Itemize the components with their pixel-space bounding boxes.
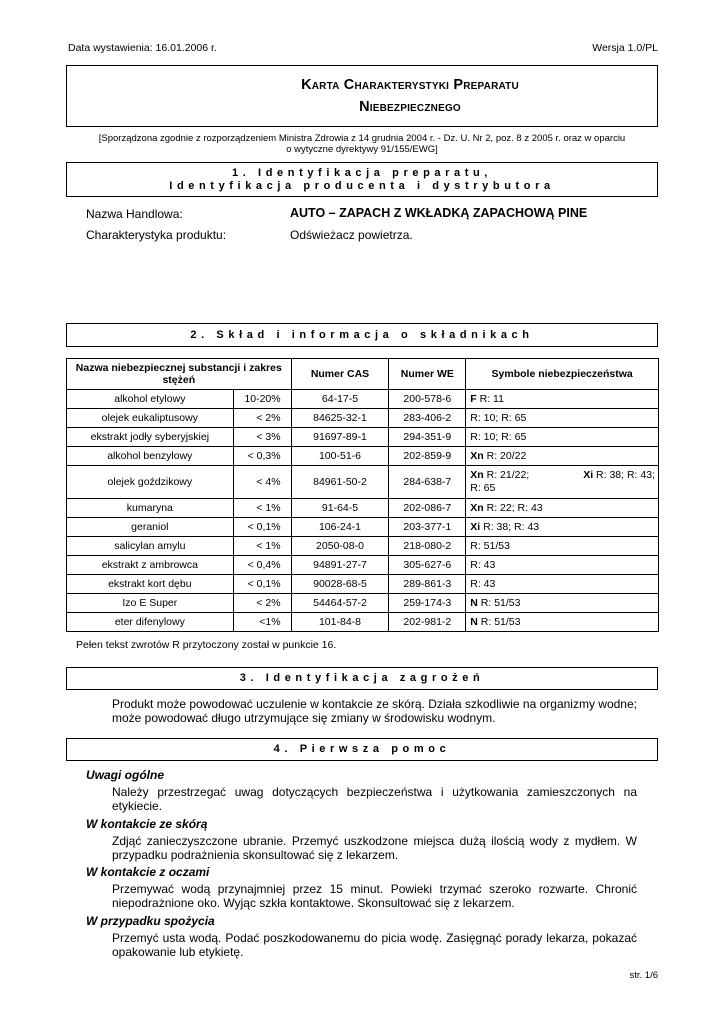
r-phrases: R: 21/22; (483, 469, 530, 481)
we-number: 294-351-9 (389, 428, 466, 447)
table-row (67, 466, 659, 499)
section3-title: 3. Identyfikacja zagrożeń (239, 672, 485, 684)
substance-column-header: Nazwa niebezpiecznej substancji i zakres stężeń (67, 359, 292, 390)
cas-number: 54464-57-2 (291, 594, 389, 613)
cas-number: 100-51-6 (291, 447, 389, 466)
r-phrases: R: 51/53 (470, 539, 510, 552)
hazard-symbols (466, 428, 659, 447)
regulatory-note (66, 133, 658, 155)
we-column-header: Numer WE (389, 359, 466, 390)
hazard-symbols-xi (583, 469, 655, 482)
r-phrases: R: 11 (476, 392, 504, 405)
hazard-symbols (466, 409, 659, 428)
hazard-symbols (466, 556, 659, 575)
we-number: 203-377-1 (389, 518, 466, 537)
cas-number: 101-84-8 (291, 613, 389, 632)
table-row (67, 409, 659, 428)
regulatory-note-line1: [Sporządzona zgodnie z rozporządzeniem Ministra Zdrowia z 14 grudnia 2004 r. - Dz. U. Nr 2, poz. 8 z 2005 r. oraz w oparciu (98, 133, 626, 144)
table-row (67, 613, 659, 632)
hazard-symbols (466, 594, 659, 613)
section1-header (66, 162, 658, 197)
section4-title: 4. Pierwsza pomoc (273, 743, 451, 755)
substance-name: olejek eukaliptusowy (67, 409, 234, 428)
we-number: 202-859-9 (389, 447, 466, 466)
r-phrases: R: 43 (470, 577, 496, 590)
table-row (67, 428, 659, 447)
table-row (67, 390, 659, 409)
we-number: 284-638-7 (389, 466, 466, 499)
page-number: str. 1/6 (629, 970, 658, 981)
hazard-symbols (466, 390, 659, 409)
cas-number: 91697-89-1 (291, 428, 389, 447)
section2-header (66, 323, 658, 347)
hazard-symbols-line1 (470, 469, 655, 482)
we-number: 305-627-6 (389, 556, 466, 575)
hazard-symbols (466, 447, 659, 466)
cas-column-header: Numer CAS (291, 359, 389, 390)
r-phrases: R: 10; R: 65 (470, 411, 527, 424)
cas-number: 84625-32-1 (291, 409, 389, 428)
substance-name: ekstrakt kort dębu (67, 575, 234, 594)
trade-name-value: AUTO – ZAPACH Z WKŁADKĄ ZAPACHOWĄ PINE (290, 206, 588, 220)
hazard-symbol-letter: Xi (583, 469, 594, 481)
hazard-symbols (466, 613, 659, 632)
substance-concentration: < 2% (233, 594, 291, 613)
we-number: 200-578-6 (389, 390, 466, 409)
hazard-symbols (466, 518, 659, 537)
trade-name-label: Nazwa Handlowa: (86, 207, 183, 221)
substance-concentration: < 1% (233, 537, 291, 556)
substance-name: olejek goździkowy (67, 466, 234, 499)
hazard-symbols-xn (470, 469, 529, 482)
cas-number: 2050-08-0 (291, 537, 389, 556)
r-phrases: R: 51/53 (477, 596, 521, 609)
r-phrases: R: 43 (470, 558, 496, 571)
section1-title-line1: 1. Identyfikacja preparatu, (232, 167, 492, 179)
substance-name: ekstrakt jodły syberyjskiej (67, 428, 234, 447)
first-aid-skin-heading: W kontakcie ze skórą (86, 817, 208, 831)
r-phrases: R: 38; R: 43 (480, 520, 540, 533)
cas-number: 64-17-5 (291, 390, 389, 409)
cas-number: 90028-68-5 (291, 575, 389, 594)
hazard-symbol-letter: Xi (470, 520, 481, 533)
symbols-column-header: Symbole niebezpieczeństwa (466, 359, 659, 390)
substance-name: eter difenylowy (67, 613, 234, 632)
substance-name: kumaryna (67, 499, 234, 518)
hazard-symbols (466, 466, 659, 499)
we-number: 289-861-3 (389, 575, 466, 594)
substance-name: alkohol etylowy (67, 390, 234, 409)
version-label: Wersja 1.0/PL (592, 42, 658, 54)
first-aid-skin-text: Zdjąć zanieczyszczone ubranie. Przemyć uszkodzone miejsca dużą ilością wody z mydłem. W przypadku podrażnienia skonsultować się z lekarzem. (112, 834, 637, 862)
substance-concentration: < 0,1% (233, 518, 291, 537)
table-row (67, 556, 659, 575)
document-title-line2: Niebezpiecznego (359, 99, 461, 115)
hazard-symbol-letter: F (470, 392, 477, 405)
substance-concentration: <1% (233, 613, 291, 632)
first-aid-ingestion-text: Przemyć usta wodą. Podać poszkodowanemu do picia wodę. Zasięgnąć porady lekarza, pokazać opakowanie lub etykietę. (112, 931, 637, 959)
table-row (67, 447, 659, 466)
product-characteristic-value: Odświeżacz powietrza. (290, 228, 413, 242)
section3-header (66, 667, 658, 690)
table-row (67, 594, 659, 613)
r-phrases-footnote: Pełen tekst zwrotów R przytoczony został w punkcie 16. (76, 639, 337, 651)
substance-concentration: < 1% (233, 499, 291, 518)
product-characteristic-label: Charakterystyka produktu: (86, 228, 227, 242)
table-row (67, 575, 659, 594)
hazard-symbol-letter: N (470, 596, 478, 609)
substance-name: alkohol benzylowy (67, 447, 234, 466)
hazard-description: Produkt może powodować uczulenie w kontakcie ze skórą. Działa szkodliwie na organizmy wodne; może powodować długo utrzymujące się zmiany w środowisku wodnym. (112, 697, 637, 725)
substance-concentration: < 0,3% (233, 447, 291, 466)
r-phrases: R: 22; R: 43 (483, 501, 543, 514)
we-number: 202-086-7 (389, 499, 466, 518)
we-number: 283-406-2 (389, 409, 466, 428)
substance-concentration: 10-20% (233, 390, 291, 409)
table-row (67, 518, 659, 537)
r-phrases: R: 51/53 (477, 615, 521, 628)
substance-concentration: < 3% (233, 428, 291, 447)
composition-table-header (67, 359, 659, 390)
cas-number: 84961-50-2 (291, 466, 389, 499)
hazard-symbol-letter: N (470, 615, 478, 628)
section1-title-line2: Identyfikacja producenta i dystrybutora (169, 180, 555, 192)
substance-concentration: < 0,4% (233, 556, 291, 575)
substance-name: ekstrakt z ambrowca (67, 556, 234, 575)
document-title-line1: Karta Charakterystyki Preparatu (301, 77, 519, 93)
hazard-symbols (466, 499, 659, 518)
r-phrases: R: 20/22 (483, 449, 527, 462)
first-aid-eyes-heading: W kontakcie z oczami (86, 865, 210, 879)
substance-concentration: < 0,1% (233, 575, 291, 594)
hazard-symbols (466, 575, 659, 594)
hazard-symbols-line2: R: 65 (470, 482, 496, 494)
cas-number: 94891-27-7 (291, 556, 389, 575)
issue-date: Data wystawienia: 16.01.2006 r. (68, 42, 217, 54)
substance-name: Izo E Super (67, 594, 234, 613)
we-number: 202-981-2 (389, 613, 466, 632)
composition-table (66, 358, 659, 632)
section4-header (66, 738, 658, 761)
substance-name: salicylan amylu (67, 537, 234, 556)
first-aid-eyes-text: Przemywać wodą przynajmniej przez 15 minut. Powieki trzymać szeroko rozwarte. Chronić niepodrażnione oko. Wyjąc szkła kontaktowe. Skonsultować się z lekarzem. (112, 882, 637, 910)
cas-number: 106-24-1 (291, 518, 389, 537)
document-title-box (66, 65, 658, 127)
substance-concentration: < 4% (233, 466, 291, 499)
regulatory-note-line2: o wytyczne dyrektywy 91/155/EWG] (286, 144, 438, 155)
first-aid-general-heading: Uwagi ogólne (86, 768, 164, 782)
section2-title: 2. Skład i informacja o składnikach (190, 329, 534, 341)
table-row (67, 499, 659, 518)
hazard-symbols (466, 537, 659, 556)
we-number: 259-174-3 (389, 594, 466, 613)
first-aid-ingestion-heading: W przypadku spożycia (86, 914, 215, 928)
first-aid-general-text: Należy przestrzegać uwag dotyczących bezpieczeństwa i użytkowania zamieszczonych na etykiecie. (112, 785, 637, 813)
hazard-symbol-letter: Xn (470, 449, 484, 462)
substance-concentration: < 2% (233, 409, 291, 428)
hazard-symbol-letter: Xn (470, 501, 484, 514)
cas-number: 91-64-5 (291, 499, 389, 518)
r-phrases: R: 10; R: 65 (470, 430, 527, 443)
substance-name: geraniol (67, 518, 234, 537)
we-number: 218-080-2 (389, 537, 466, 556)
table-row (67, 537, 659, 556)
hazard-symbol-letter: Xn (470, 469, 484, 481)
r-phrases: R: 38; R: 43; (593, 469, 655, 481)
